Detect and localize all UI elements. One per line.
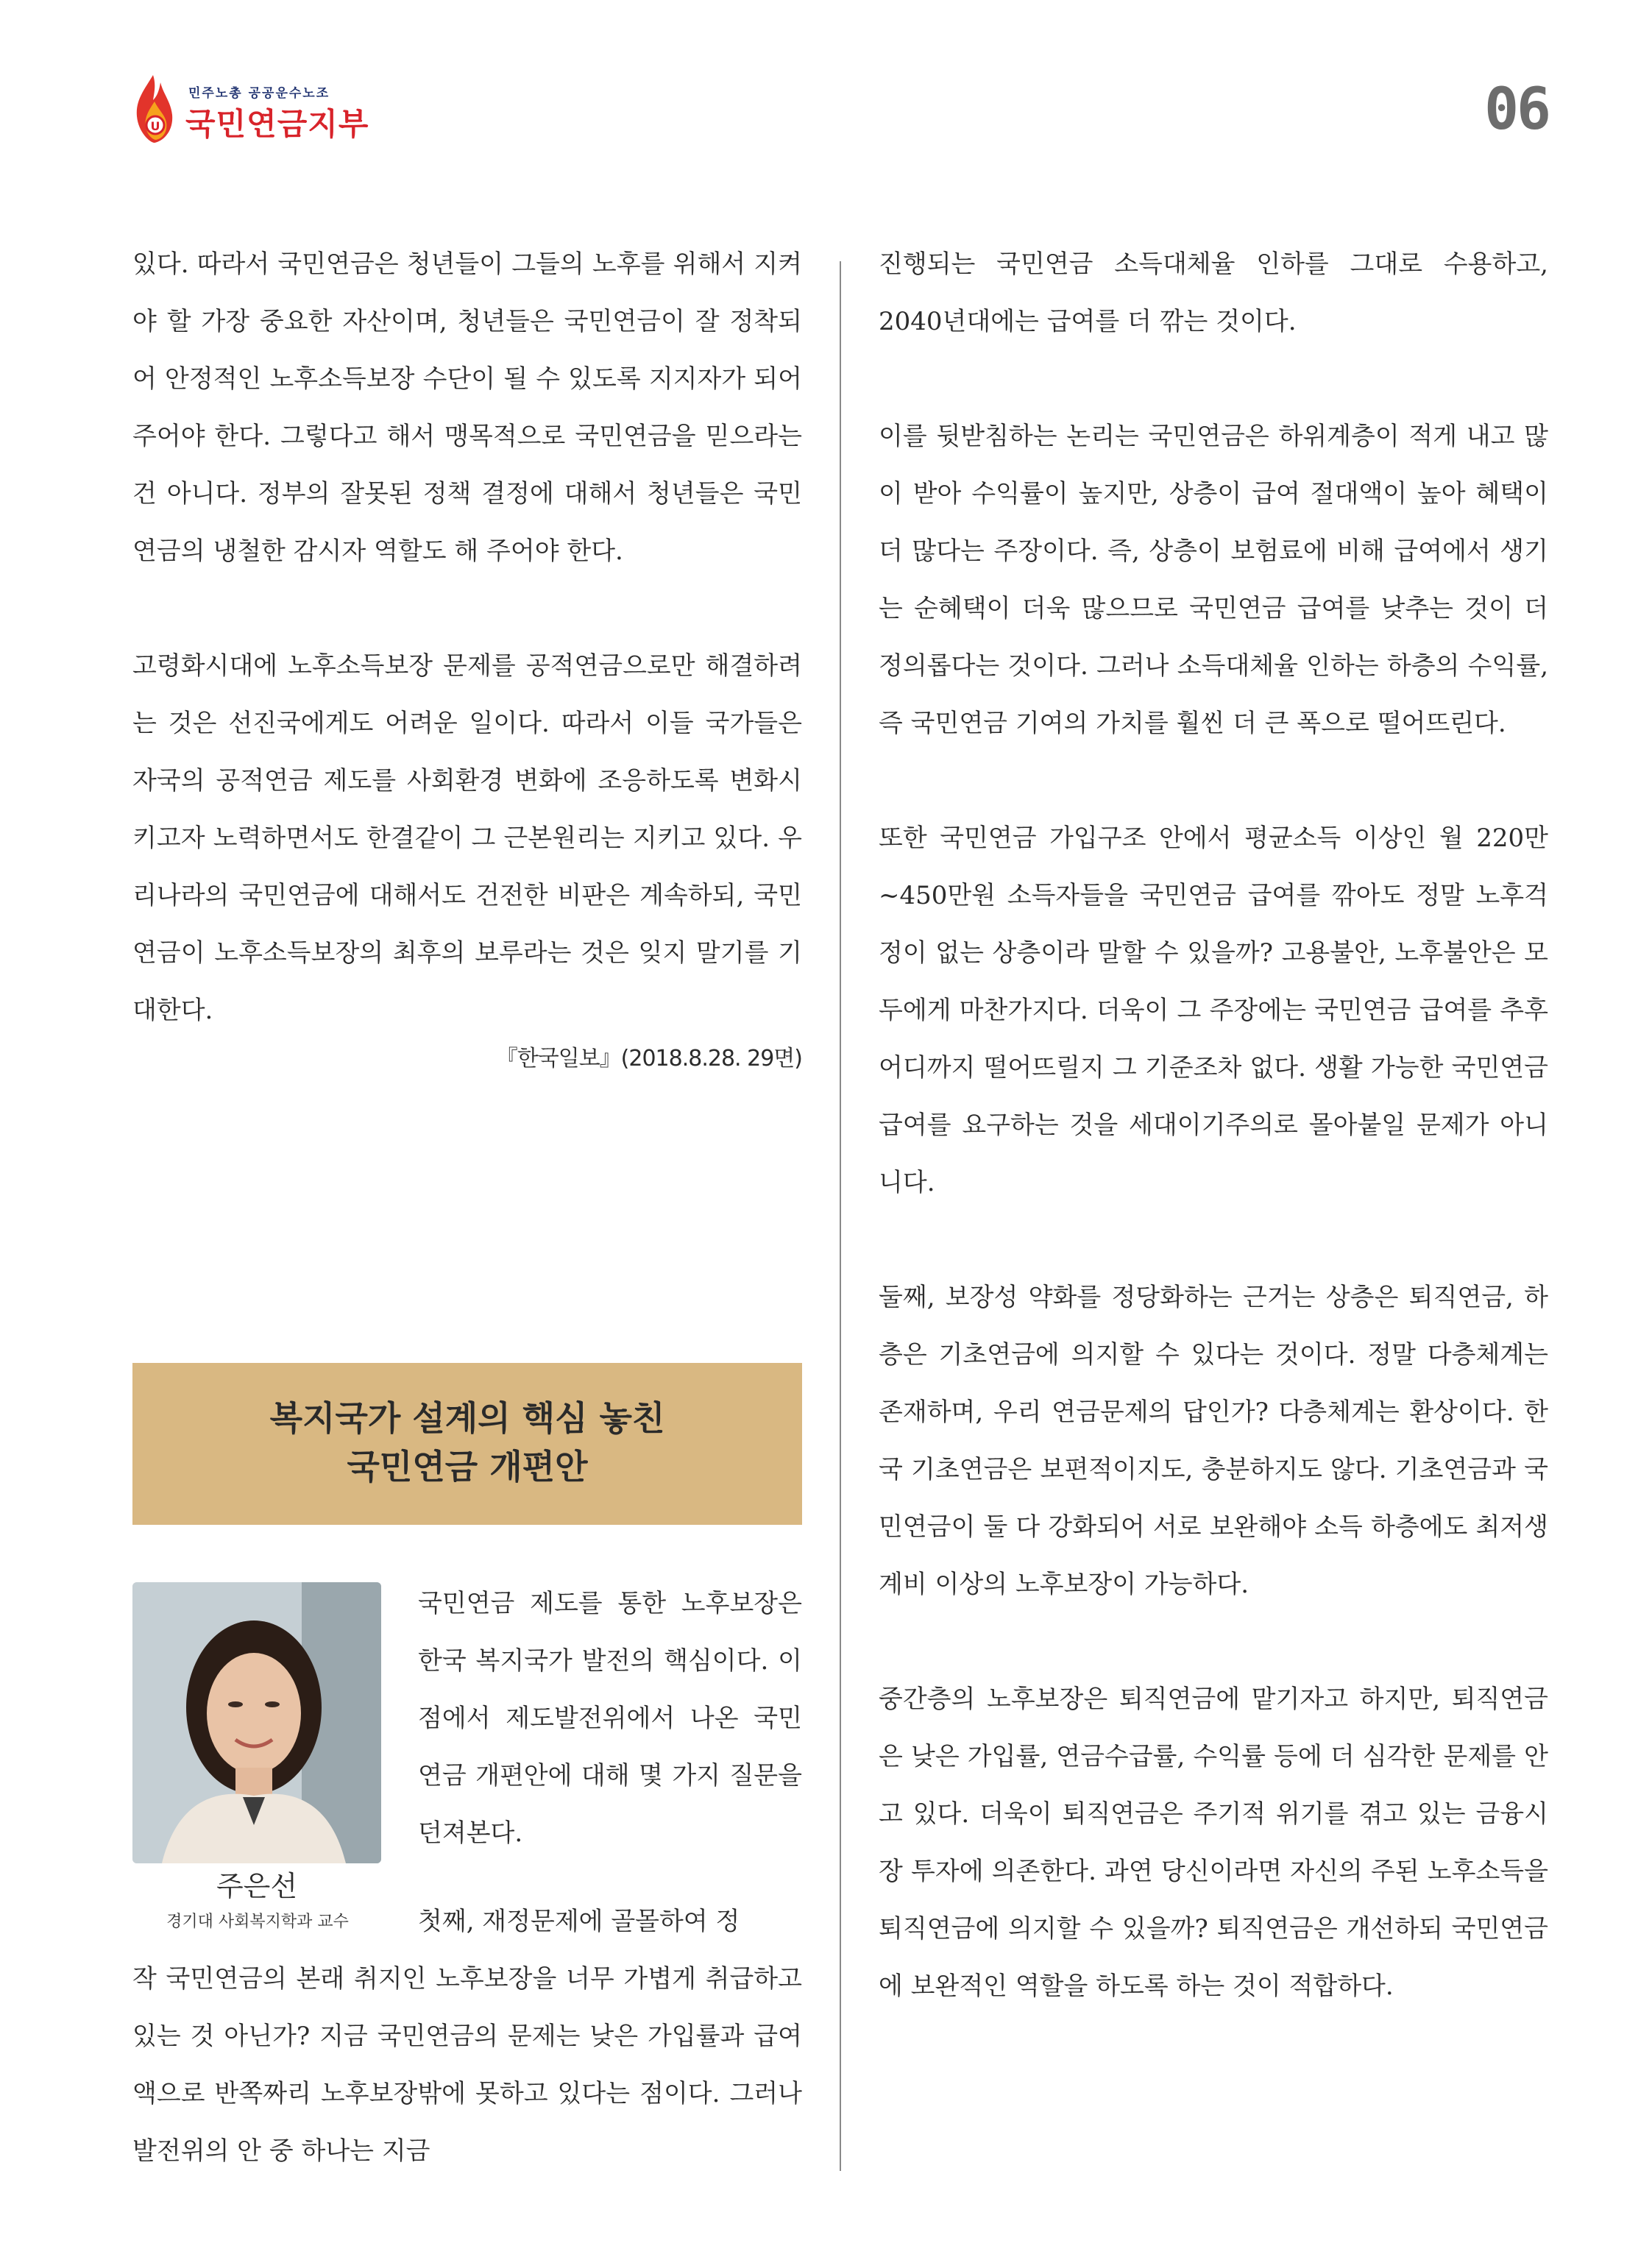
column-divider xyxy=(840,261,841,2171)
source-citation: 『한국일보』(2018.8.28. 29면) xyxy=(495,1046,802,1071)
body-paragraph: 고령화시대에 노후소득보장 문제를 공적연금으로만 해결하려는 것은 선진국에게도 어려운 일이다. 따라서 이들 국가들은 자국의 공적연금 제도를 사회환경 변화에 조응하도록 변화시키고자 노력하면서도 한결같이 그 근본원리는 지키고 있다. 우리나라의 국민연금에 대해서도 건전한 비판은 계속하되, 국민연금이 노후소득보장의 최후의 보루라는 것은 잊지 말기를 기대한다. xyxy=(132,651,802,1025)
author-portrait-image xyxy=(132,1582,381,1863)
article-intro xyxy=(418,1575,802,1862)
article-title-line: 복지국가 설계의 핵심 놓친 xyxy=(269,1398,665,1438)
logo-title: 국민연금지부 xyxy=(185,106,369,142)
body-paragraph: 둘째, 보장성 약화를 정당화하는 근거는 상층은 퇴직연금, 하층은 기초연금에 의지할 수 있다는 것이다. 정말 다층체계는 존재하며, 우리 연금문제의 답인가? 다층체계는 환상이다. 한국 기초연금은 보편적이지도, 충분하지도 않다. 기초연금과 국민연금이 둘 다 강화되어 서로 보완해야 소득 하층에도 최저생계비 이상의 노후보장이 가능하다. xyxy=(879,1283,1548,1599)
flame-logo-icon xyxy=(131,72,177,146)
logo-subtitle: 민주노총 공공운수노조 xyxy=(188,86,330,101)
left-column xyxy=(132,235,802,1085)
first-point-start: 첫째, 재정문제에 골몰하여 정 xyxy=(418,1907,740,1936)
svg-text:U: U xyxy=(150,119,160,133)
first-point-continuation: 작 국민연금의 본래 취지인 노후보장을 너무 가볍게 취급하고 있는 것 아닌가? 지금 국민연금의 문제는 낮은 가입률과 급여액으로 반쪽짜리 노후보장밖에 못하고 있다는 점이다. 그러나 발전위의 안 중 하나는 지금 xyxy=(132,1964,802,2166)
article-title-line: 국민연금 개편안 xyxy=(347,1447,588,1487)
right-column xyxy=(879,235,1548,2015)
author-name: 주은선 xyxy=(216,1870,298,1902)
body-paragraph: 있다. 따라서 국민연금은 청년들이 그들의 노후를 위해서 지켜야 할 가장 중요한 자산이며, 청년들은 국민연금이 잘 정착되어 안정적인 노후소득보장 수단이 될 수 있도록 지지자가 되어 주어야 한다. 그렇다고 해서 맹목적으로 국민연금을 믿으라는 건 아니다. 정부의 잘못된 정책 결정에 대해서 청년들은 국민연금의 냉철한 감시자 역할도 해 주어야 한다. xyxy=(132,249,802,566)
intro-paragraph: 국민연금 제도를 통한 노후보장은 한국 복지국가 발전의 핵심이다. 이 점에서 제도발전위에서 나온 국민연금 개편안에 대해 몇 가지 질문을 던져본다. xyxy=(418,1589,802,1848)
author-photo xyxy=(132,1582,381,1863)
body-paragraph: 중간층의 노후보장은 퇴직연금에 맡기자고 하지만, 퇴직연금은 낮은 가입률, 연금수급률, 수익률 등에 더 심각한 문제를 안고 있다. 더욱이 퇴직연금은 주기적 위기를 겪고 있는 금융시장 투자에 의존한다. 과연 당신이라면 자신의 주된 노후소득을 퇴직연금에 의지할 수 있을까? 퇴직연금은 개선하되 국민연금에 보완적인 역할을 하도록 하는 것이 적합하다. xyxy=(879,1685,1548,2001)
union-logo xyxy=(131,72,396,153)
body-paragraph: 이를 뒷받침하는 논리는 국민연금은 하위계층이 적게 내고 많이 받아 수익률이 높지만, 상층이 급여 절대액이 높아 혜택이 더 많다는 주장이다. 즉, 상층이 보험료에 비해 급여에서 생기는 순혜택이 더욱 많으므로 국민연금 급여를 낮추는 것이 더 정의롭다는 것이다. 그러나 소득대체율 인하는 하층의 수익률, 즉 국민연금 기여의 가치를 훨씬 더 큰 폭으로 떨어뜨린다. xyxy=(879,422,1548,738)
author-affiliation: 경기대 사회복지학과 교수 xyxy=(166,1913,349,1931)
page-number: 06 xyxy=(1484,77,1549,143)
body-paragraph: 진행되는 국민연금 소득대체율 인하를 그대로 수용하고, 2040년대에는 급여를 더 깎는 것이다. xyxy=(879,249,1548,336)
article-title-box xyxy=(132,1363,802,1525)
body-paragraph: 또한 국민연금 가입구조 안에서 평균소득 이상인 월 220만~450만원 소득자들을 국민연금 급여를 깎아도 정말 노후걱정이 없는 상층이라 말할 수 있을까? 고용불안, 노후불안은 모두에게 마찬가지다. 더욱이 그 주장에는 국민연금 급여를 추후 어디까지 떨어뜨릴지 그 기준조차 없다. 생활 가능한 국민연금 급여를 요구하는 것을 세대이기주의로 몰아붙일 문제가 아니니다. xyxy=(879,823,1548,1197)
